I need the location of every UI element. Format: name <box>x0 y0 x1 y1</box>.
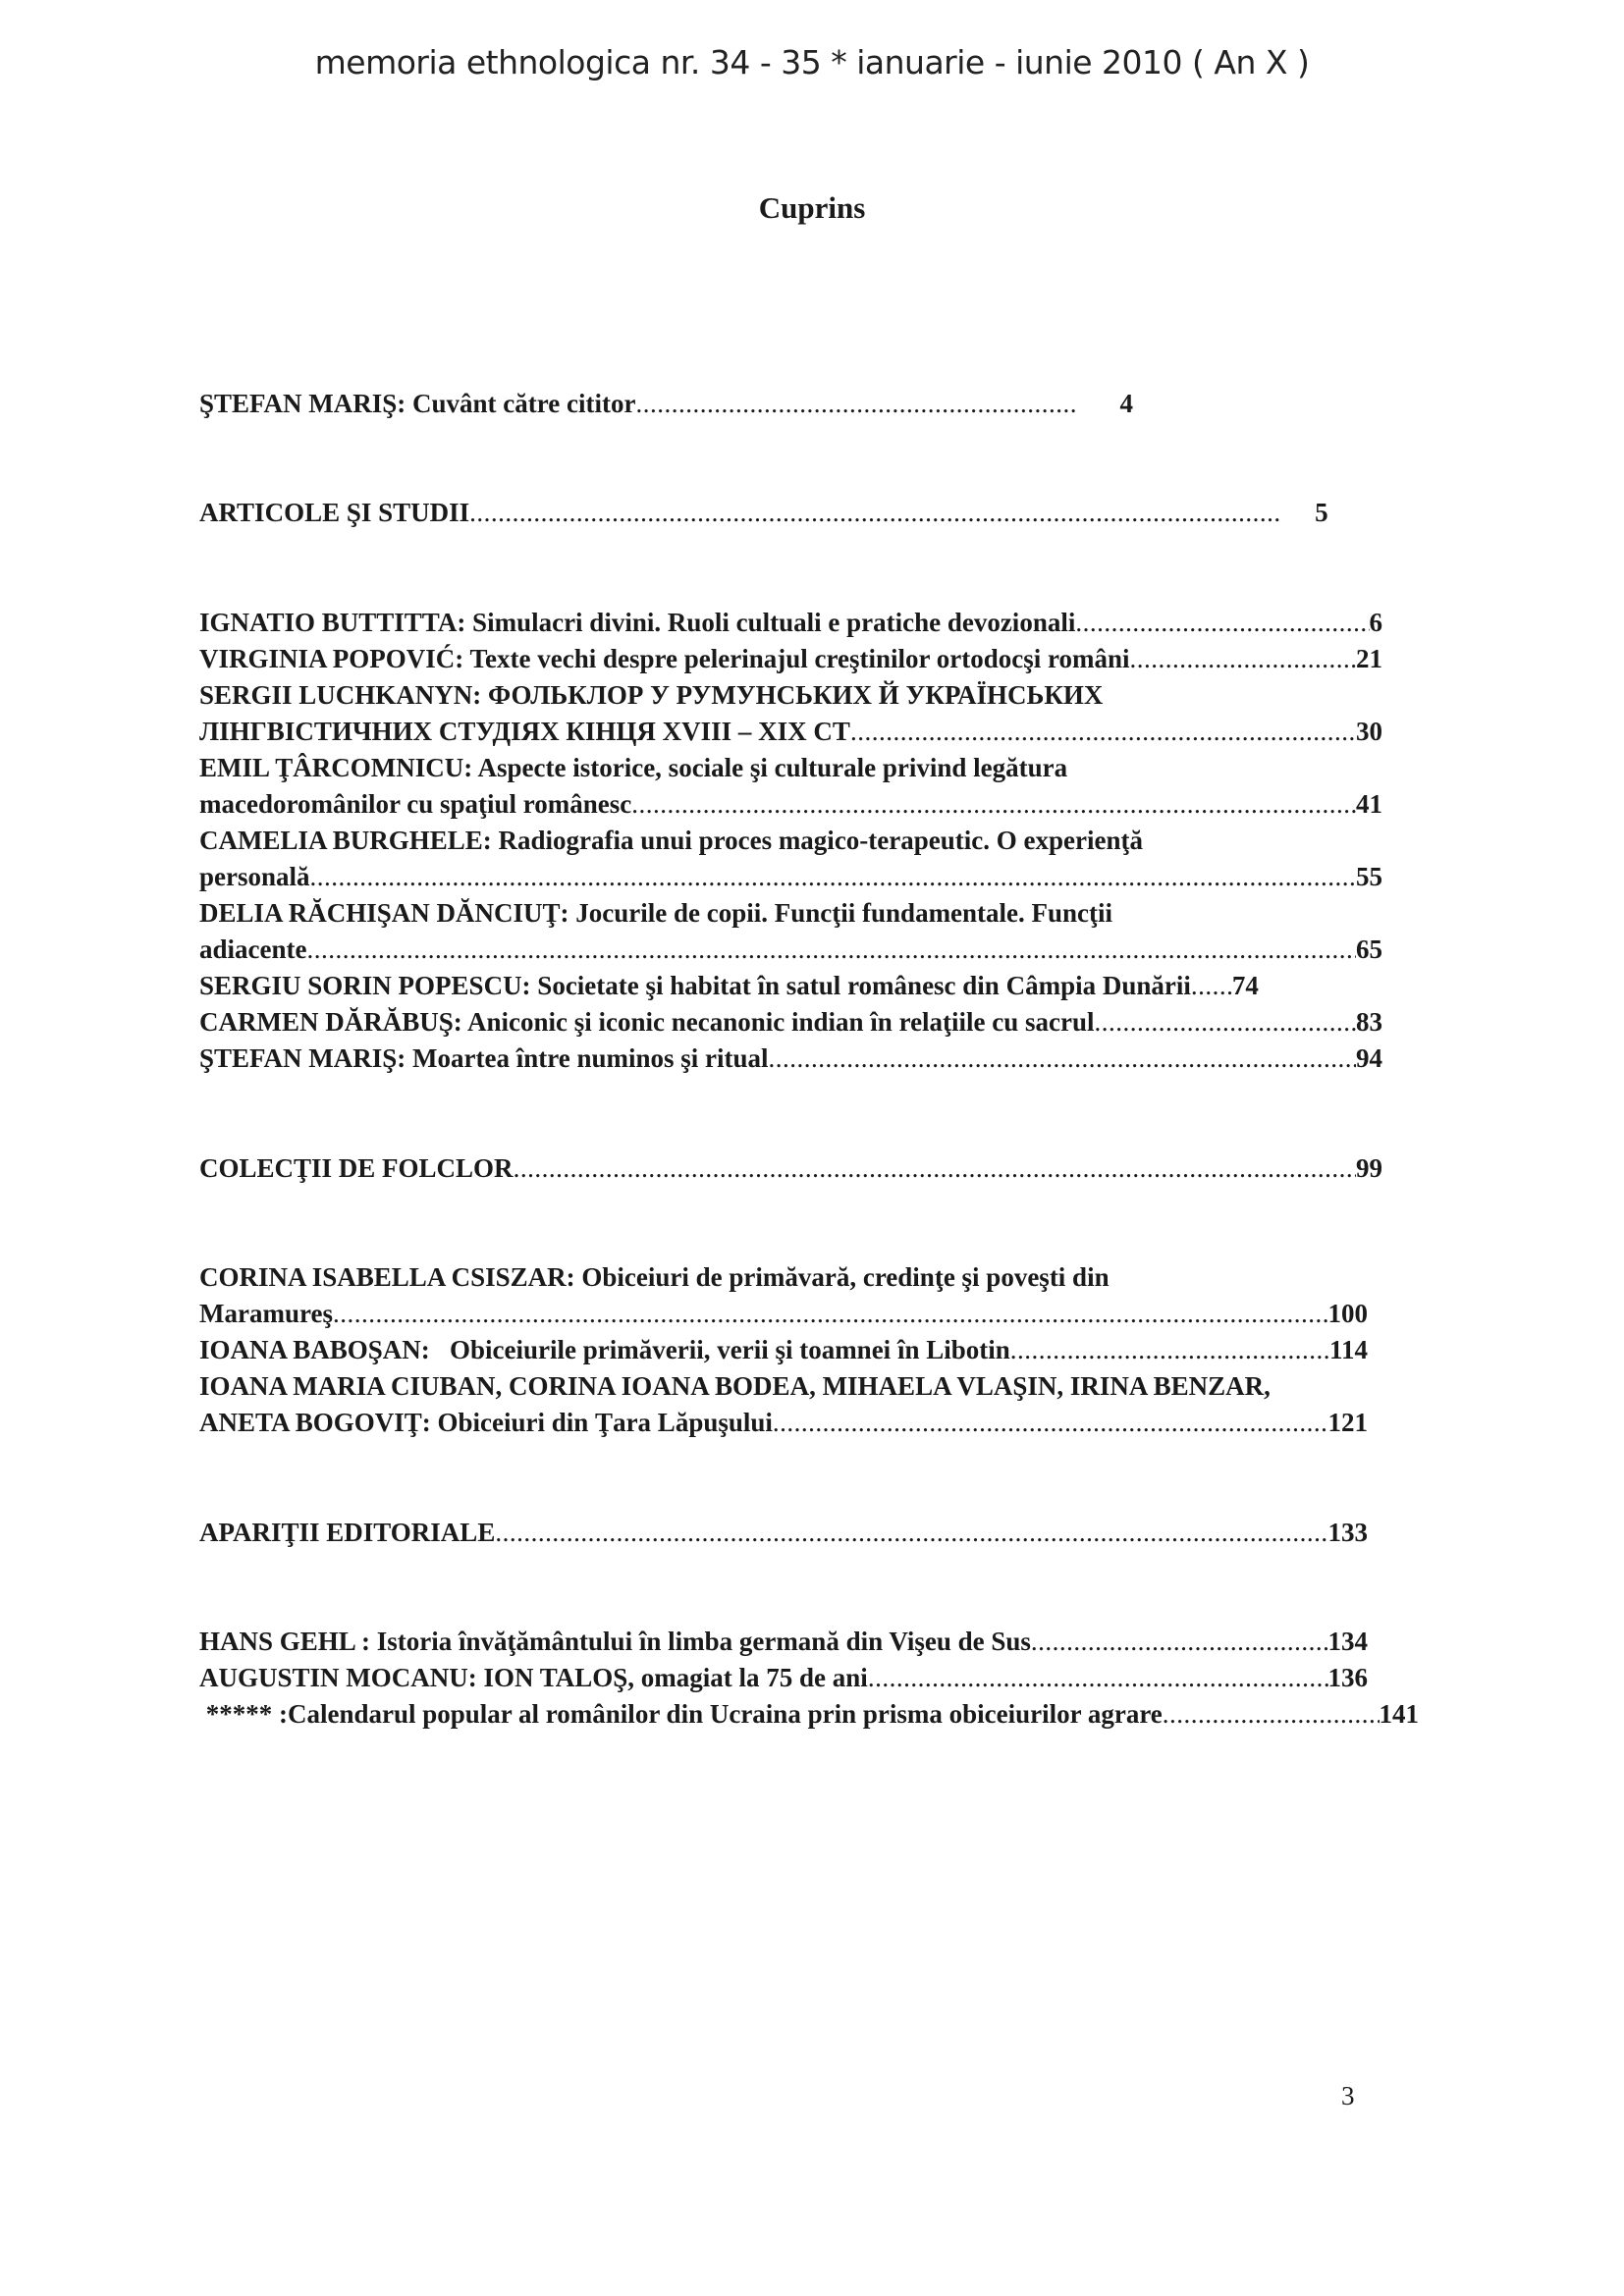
toc-section-editorial[interactable] <box>199 1515 1368 1551</box>
leader-dots <box>1163 1696 1380 1733</box>
section-heading: ARTICOLE ŞI STUDII <box>199 498 470 527</box>
toc-entry[interactable]: macedoromânilor cu spaţiul românesc ..... 41 <box>199 786 1382 823</box>
section-heading: APARIŢII EDITORIALE <box>199 1518 496 1547</box>
toc-entry[interactable]: AUGUSTIN MOCANU: ION TALOŞ, omagiat la 75 de ani ..... 136 <box>199 1660 1368 1696</box>
toc-entry[interactable]: CARMEN DĂRĂBUŞ: Aniconic şi iconic necanonic indian în relaţiile cu sacrul ..... 83 <box>199 1004 1382 1041</box>
leader-dots <box>1031 1624 1328 1660</box>
toc-collections-list <box>199 1259 1397 1441</box>
toc-entry-title: ŞTEFAN MARIŞ: Cuvânt către cititor <box>199 389 636 418</box>
leader-dots <box>773 1405 1328 1441</box>
toc-entry[interactable]: VIRGINIA POPOVIĆ: Texte vechi despre pelerinajul creştinilor ortodocşi români ..... 21 <box>199 641 1382 677</box>
leader-dots <box>868 1660 1328 1696</box>
toc-entry-page: 5 <box>1315 498 1328 527</box>
toc-entry-page: 99 <box>1356 1153 1382 1183</box>
toc-entry-line1: CAMELIA BURGHELE: Radiografia unui proces magico-terapeutic. O experienţă <box>199 826 1143 855</box>
toc-entry[interactable]: HANS GEHL : Istoria învăţământului în limba germană din Vişeu de Sus ..... 134 <box>199 1624 1368 1660</box>
toc-entry[interactable]: ANETA BOGOVIŢ: Obiceiuri din Ţara Lăpuşului ..... 121 <box>199 1405 1368 1441</box>
toc-entry[interactable]: Maramureş ..... 100 <box>199 1296 1368 1332</box>
leader-dots <box>306 932 1356 968</box>
leader-dots <box>495 1515 1327 1551</box>
leader-dots <box>850 714 1356 750</box>
toc-section-articles[interactable] <box>199 495 1378 531</box>
toc-entry-page: 133 <box>1327 1518 1368 1547</box>
leader-dots <box>631 786 1356 823</box>
toc-entry-line1: CORINA ISABELLA CSISZAR: Obiceiuri de primăvară, credinţe şi poveşti din <box>199 1262 1110 1292</box>
toc-reviews-list <box>199 1624 1419 1733</box>
toc-entry[interactable]: ***** :Calendarul popular al românilor din Ucraina prin prisma obiceiurilor agrare ..... 141 <box>199 1696 1419 1733</box>
running-header: memoria ethnologica nr. 34 - 35 * ianuarie - iunie 2010 ( An X ) <box>314 43 1310 81</box>
leader-dots <box>333 1296 1328 1332</box>
toc-entry[interactable]: personală ..... 55 <box>199 859 1382 895</box>
leader-dots <box>514 1150 1356 1187</box>
toc-entry[interactable]: SERGIU SORIN POPESCU: Societate şi habitat în satul românesc din Câmpia Dunării ..... 74 <box>199 968 1382 1004</box>
leader-dots <box>1191 968 1232 1004</box>
page-title: Cuprins <box>758 190 866 225</box>
toc-entry[interactable]: adiacente ..... 65 <box>199 932 1382 968</box>
page-number: 3 <box>1341 2081 1355 2110</box>
toc-entry-page: 4 <box>1119 389 1133 418</box>
leader-dots <box>1075 605 1369 641</box>
leader-dots <box>310 859 1356 895</box>
toc-section-collections[interactable] <box>199 1150 1382 1187</box>
toc-entry[interactable]: IGNATIO BUTTITTA: Simulacri divini. Ruoli cultuali e pratiche devozionali ..... 6 <box>199 605 1382 641</box>
leader-dots <box>1010 1332 1329 1368</box>
toc-entry-line1: SERGII LUCHKANYN: ФОЛЬКЛОР У РУМУНСЬКИХ Й УКРАЇНСЬКИХ <box>199 680 1104 710</box>
toc-entry[interactable]: ŞTEFAN MARIŞ: Moartea între numinos şi ritual ..... 94 <box>199 1041 1382 1077</box>
leader-dots <box>769 1041 1357 1077</box>
leader-dots <box>469 495 1282 531</box>
toc-entry[interactable]: ЛІНГВІСТИЧНИХ СТУДІЯХ КІНЦЯ XVIII – XIX СТ ..... 30 <box>199 714 1382 750</box>
toc-entry-line1: DELIA RĂCHIŞAN DĂNCIUŢ: Jocurile de copii. Funcţii fundamentale. Funcţii <box>199 898 1113 928</box>
toc-entry[interactable]: IOANA BABOŞAN: Obiceiurile primăverii, verii şi toamnei în Libotin ..... 114 <box>199 1332 1368 1368</box>
leader-dots <box>1129 641 1356 677</box>
toc-entry-line1: IOANA MARIA CIUBAN, CORINA IOANA BODEA, MIHAELA VLAŞIN, IRINA BENZAR, <box>199 1371 1271 1401</box>
toc-entry-line1: EMIL ŢÂRCOMNICU: Aspecte istorice, sociale şi culturale privind legătura <box>199 753 1068 782</box>
leader-dots <box>635 386 1077 422</box>
toc-articles-list <box>199 605 1382 1077</box>
section-heading: COLECŢII DE FOLCLOR <box>199 1153 514 1183</box>
toc-entry-intro[interactable] <box>199 386 1378 422</box>
leader-dots <box>1095 1004 1356 1041</box>
